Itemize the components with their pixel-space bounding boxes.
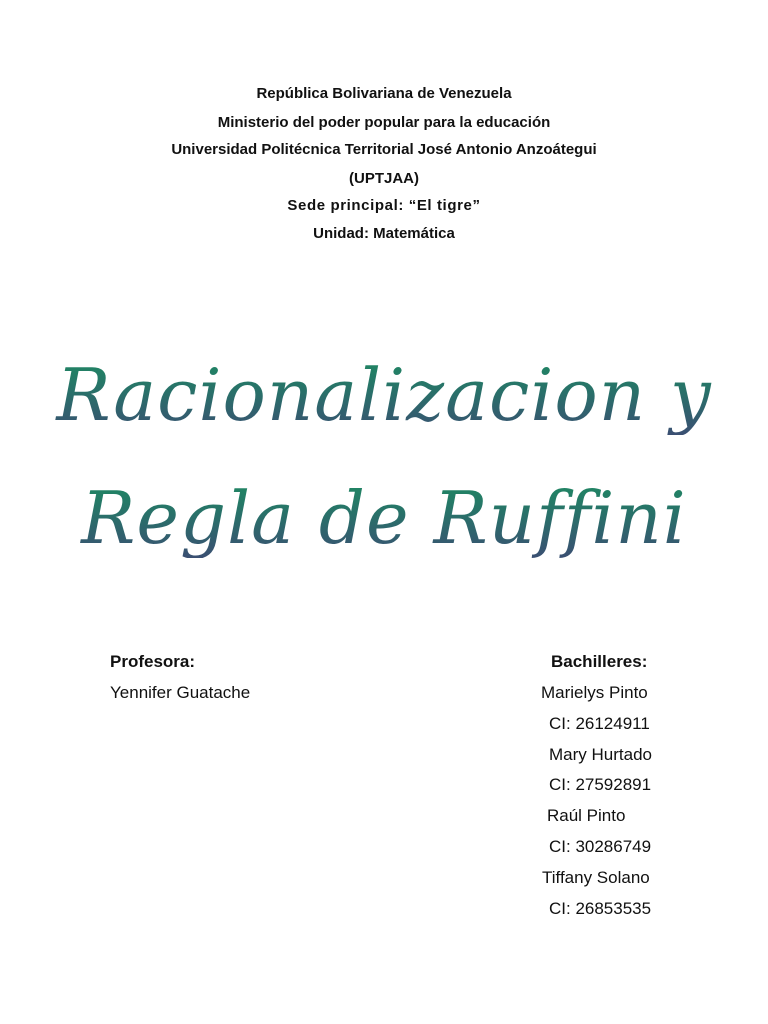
course-unit: Unidad: Matemática xyxy=(313,225,455,242)
campus-name: Sede principal: “El tigre” xyxy=(287,197,481,214)
student-ci: CI: 27592891 xyxy=(549,775,652,794)
country-name: República Bolivariana de Venezuela xyxy=(256,85,512,102)
university-acronym: (UPTJAA) xyxy=(349,170,419,187)
title-line-1: Racionalizacion y xyxy=(0,355,768,435)
students-label: Bachilleres: xyxy=(551,652,648,671)
student-name: Raúl Pinto xyxy=(547,806,626,825)
professor-name: Yennifer Guatache xyxy=(110,683,251,702)
student-name: Marielys Pinto xyxy=(541,683,648,702)
student-ci: CI: 26124911 xyxy=(549,714,650,733)
student-name: Mary Hurtado xyxy=(549,745,652,764)
student-ci: CI: 30286749 xyxy=(549,837,652,856)
university-name: Universidad Politécnica Territorial José Antonio Anzoátegui xyxy=(171,141,597,158)
student-name: Tiffany Solano xyxy=(542,868,650,887)
professor-label: Profesora: xyxy=(110,652,196,671)
ministry-name: Ministerio del poder popular para la educación xyxy=(217,114,551,131)
title-line-2: Regla de Ruffini xyxy=(0,478,768,558)
student-ci: CI: 26853535 xyxy=(549,899,652,918)
